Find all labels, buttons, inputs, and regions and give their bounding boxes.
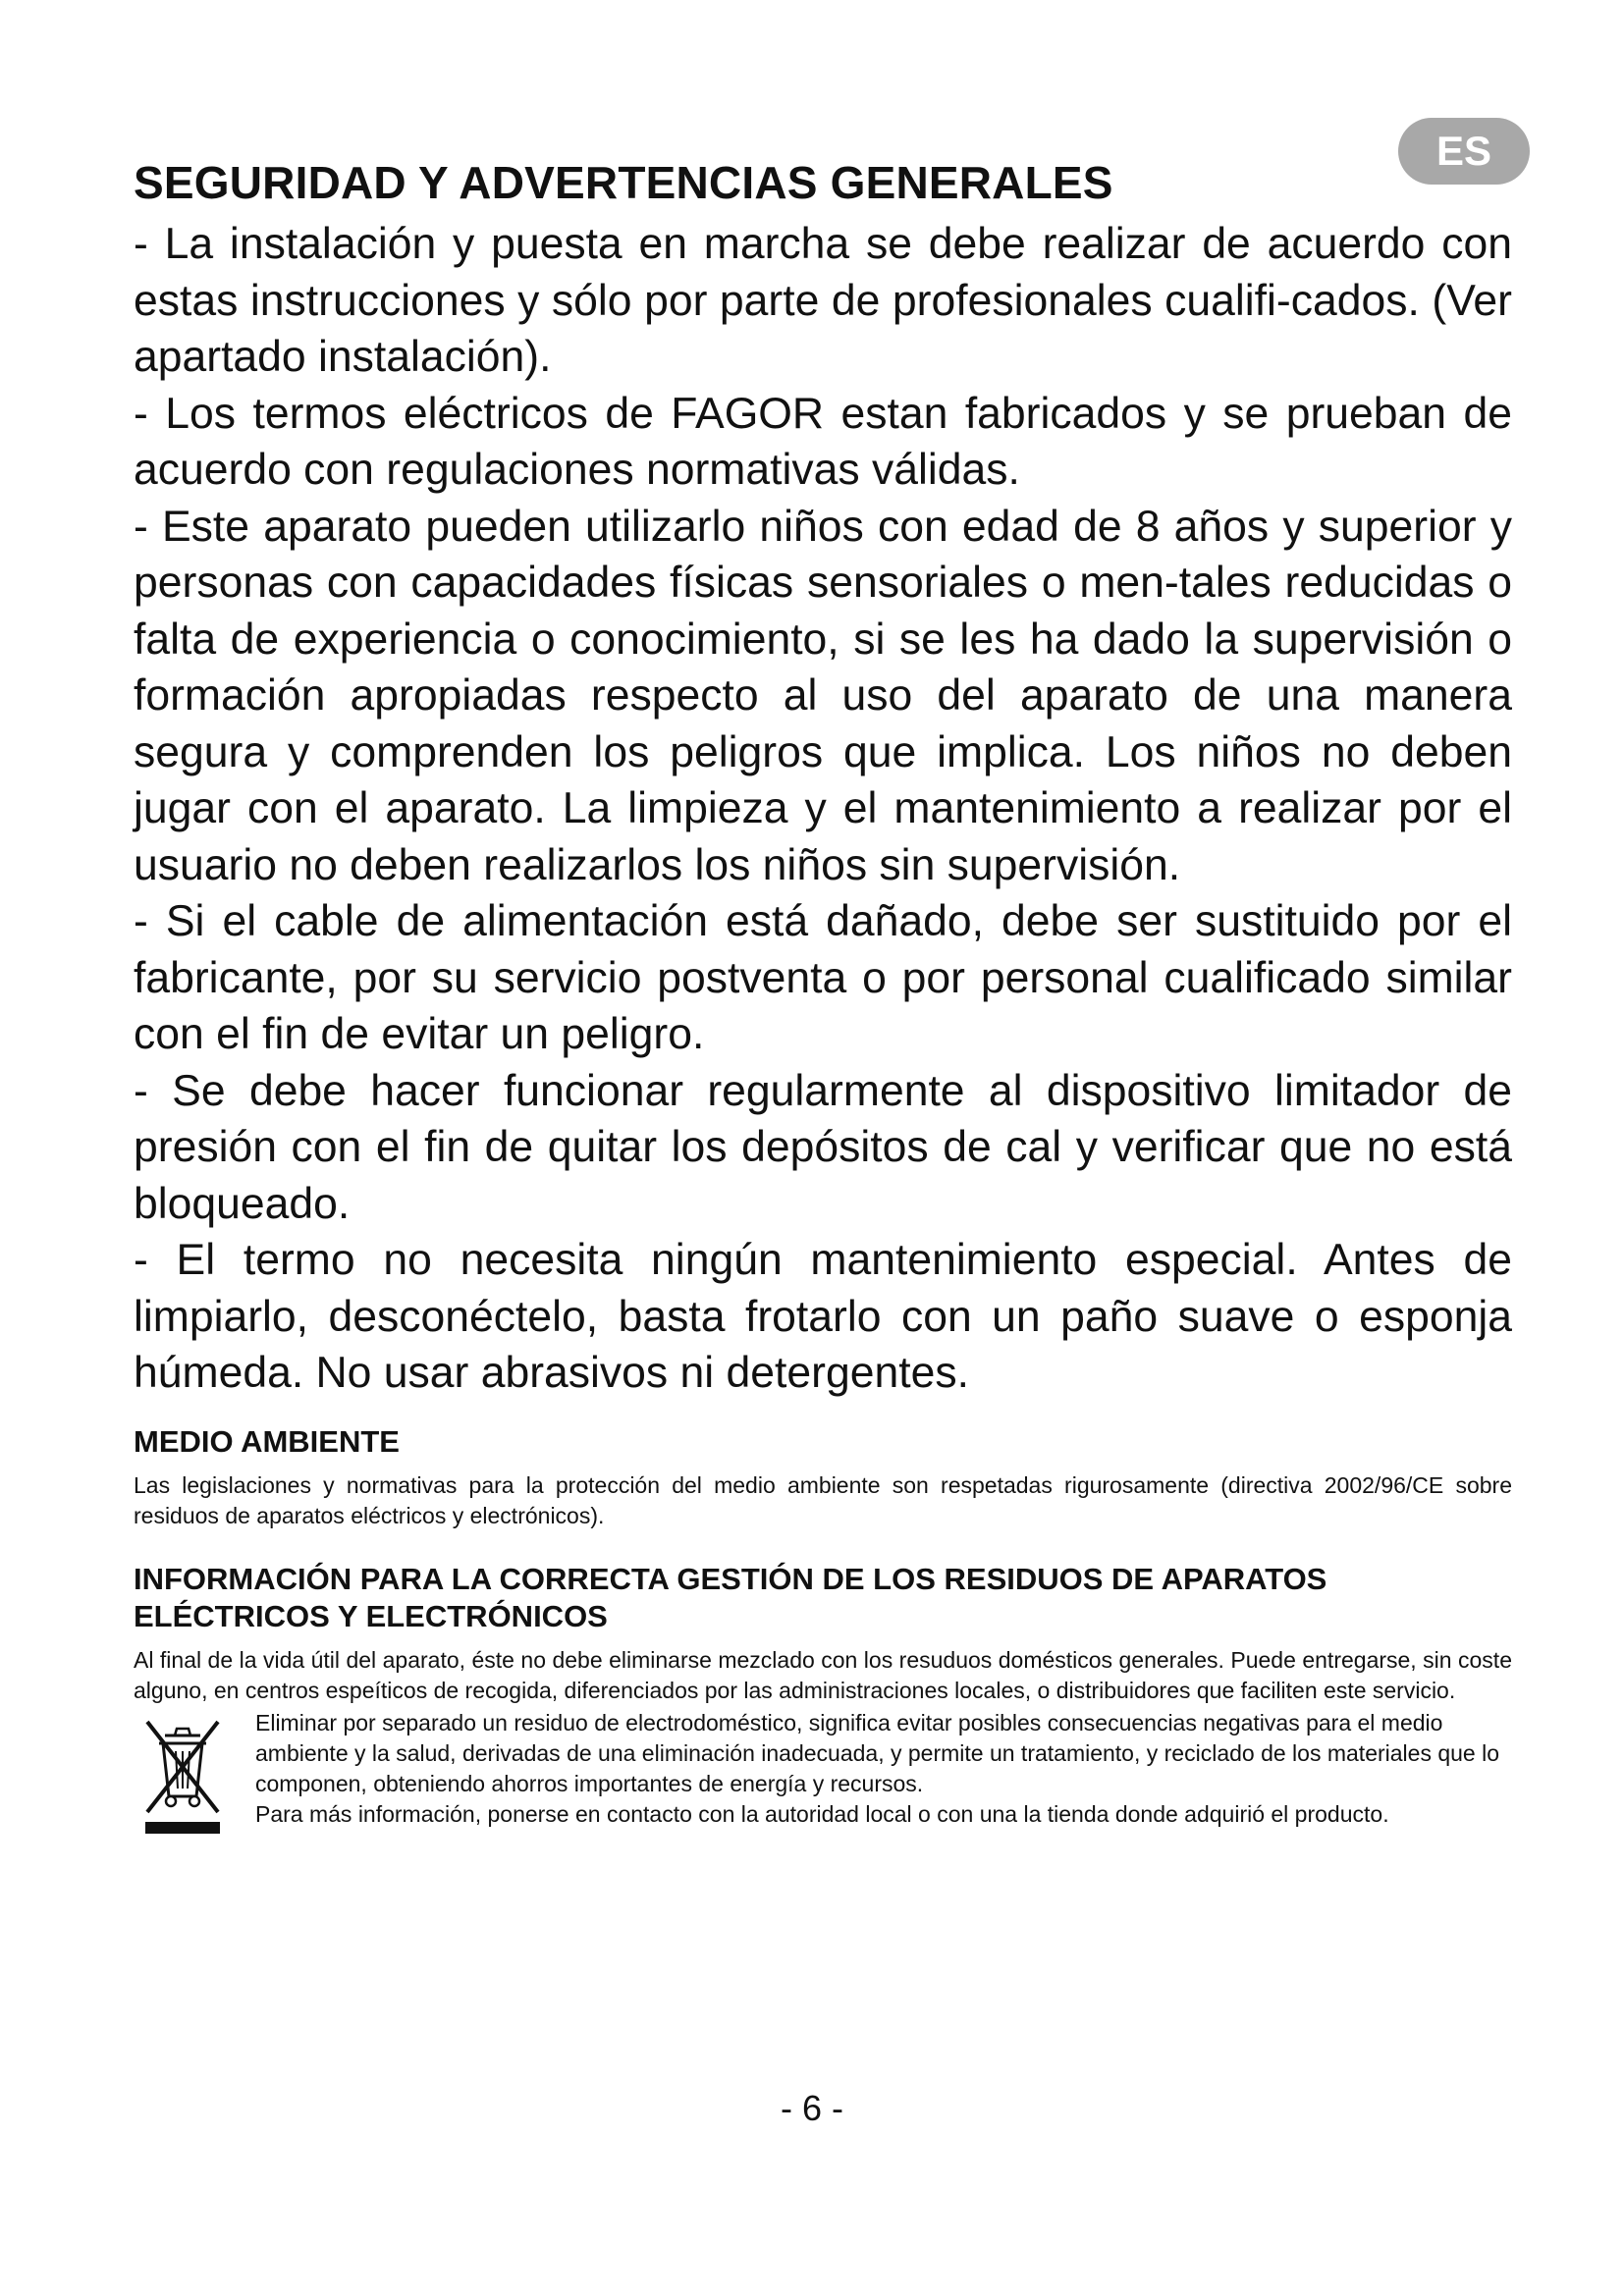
safety-paragraph-1: - La instalación y puesta en marcha se debe realizar de acuerdo con estas instrucciones y sólo por parte de profesionales cualifi-cados. (Ver apartado instalación). [134, 220, 1512, 381]
weee-detail-block [255, 1708, 1512, 1830]
weee-intro-text: Al final de la vida útil del aparato, éste no debe eliminarse mezclado con los resuduos domésticos generales. Puede entregarse, sin coste alguno, en centros espeíticos de recogida, diferenciados por las administraciones locales, o distribuidores que faciliten este servicio. [134, 1646, 1512, 1703]
language-badge: ES [1398, 118, 1530, 185]
safety-paragraph-4: - Si el cable de alimentación está dañado, debe ser sustituido por el fabricante, por su servicio postventa o por personal cualificado similar con el fin de evitar un peligro. [134, 897, 1512, 1058]
weee-contact-text: Para más información, ponerse en contacto con la autoridad local o con una la tienda donde adquirió el producto. [255, 1800, 1389, 1827]
safety-paragraph-2: - Los termos eléctricos de FAGOR estan fabricados y se prueban de acuerdo con regulaciones normativas válidas. [134, 389, 1512, 494]
environment-text: Las legislaciones y normativas para la protección del medio ambiente son respetadas rigurosamente (directiva 2002/96/CE sobre residuos de aparatos eléctricos y electrónicos). [134, 1471, 1512, 1528]
weee-notice [134, 1708, 1512, 1846]
page-number: - 6 - [780, 2088, 843, 2128]
document-body [134, 155, 1512, 1846]
weee-heading: INFORMACIÓN PARA LA CORRECTA GESTIÓN DE LOS RESIDUOS DE APARATOS ELÉCTRICOS Y ELECTRÓNICOS [134, 1561, 1327, 1633]
safety-paragraph-5: - Se debe hacer funcionar regularmente al dispositivo limitador de presión con el fin de quitar los depósitos de cal y verificar que no está bloqueado. [134, 1066, 1512, 1228]
page-title: SEGURIDAD Y ADVERTENCIAS GENERALES [134, 157, 1113, 208]
environment-heading: MEDIO AMBIENTE [134, 1423, 400, 1459]
safety-paragraph-3: - Este aparato pueden utilizarlo niños con edad de 8 años y superior y personas con capacidades físicas sensoriales o men-tales reducidas o falta de experiencia o conocimiento, si se les ha dado la supervisión o formación apropiadas respecto al uso del aparato de una manera segura y comprenden los peligros que implica. Los niños no deben jugar con el aparato. La limpieza y el mantenimiento a realizar por el usuario no deben realizarlos los niños sin supervisión. [134, 502, 1512, 889]
crossed-out-wheelie-bin-icon [134, 1714, 232, 1846]
safety-paragraph-6: - El termo no necesita ningún mantenimiento especial. Antes de limpiarlo, desconéctelo, basta frotarlo con un paño suave o esponja húmeda. No usar abrasivos ni detergentes. [134, 1236, 1512, 1397]
weee-detail-text: Eliminar por separado un residuo de electrodoméstico, significa evitar posibles consecuencias negativas para el medio ambiente y la salud, derivadas de una eliminación inadecuada, y permite un tratamiento, y reciclado de los materiales que lo componen, obteniendo ahorros importantes de energía y recursos. [255, 1709, 1499, 1796]
